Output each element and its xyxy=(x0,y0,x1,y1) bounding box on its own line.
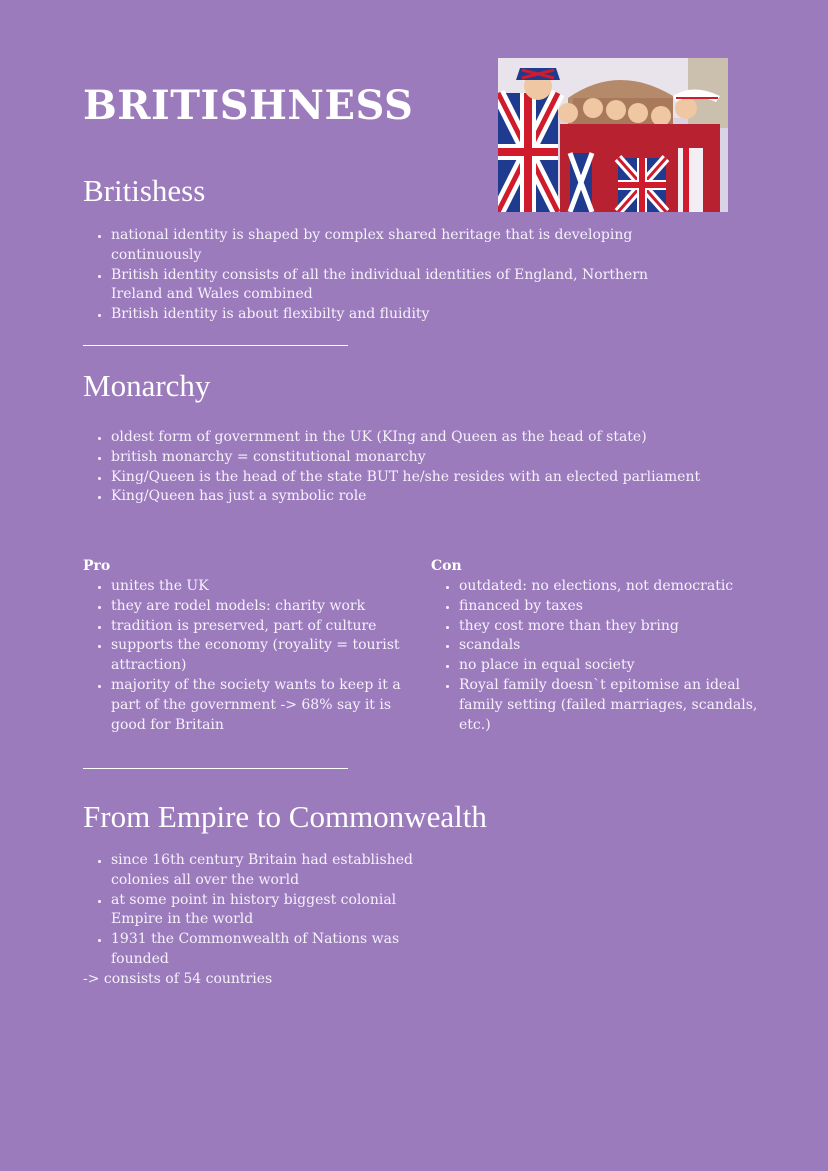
list-item: • King/Queen is the head of the state BUT he/she resides with an elected parliament xyxy=(111,468,731,488)
section-divider xyxy=(83,768,348,769)
list-item: • British identity is about flexibilty and fluidity xyxy=(111,305,656,325)
list-item: • british monarchy = constitutional monarchy xyxy=(111,448,731,468)
list-item: • financed by taxes xyxy=(459,597,774,617)
list-item: • at some point in history biggest colonial Empire in the world xyxy=(111,891,426,931)
commonwealth-bullet-list xyxy=(83,851,426,970)
list-item: • King/Queen has just a symbolic role xyxy=(111,487,731,507)
con-list xyxy=(431,577,774,735)
list-item: • unites the UK xyxy=(111,577,411,597)
pro-label: Pro xyxy=(83,558,111,574)
list-item: • scandals xyxy=(459,636,774,656)
list-item: • majority of the society wants to keep it a part of the government -> 68% say it is good for Britain xyxy=(111,676,411,735)
list-item: • national identity is shaped by complex shared heritage that is developing continuously xyxy=(111,226,656,266)
section-divider xyxy=(83,345,348,346)
britishness-heading: Britishess xyxy=(83,173,206,208)
list-item: • tradition is preserved, part of culture xyxy=(111,617,411,637)
con-label: Con xyxy=(431,558,462,574)
list-item: • they cost more than they bring xyxy=(459,617,774,637)
list-item: • Royal family doesn`t epitomise an ideal family setting (failed marriages, scandals, etc.) xyxy=(459,676,774,735)
list-item: • oldest form of government in the UK (KIng and Queen as the head of state) xyxy=(111,428,731,448)
monarchy-heading: Monarchy xyxy=(83,368,211,403)
commonwealth-heading: From Empire to Commonwealth xyxy=(83,799,487,834)
union-jack-crowd-photo xyxy=(498,58,728,212)
list-item: • 1931 the Commonwealth of Nations was founded xyxy=(111,930,426,970)
commonwealth-note: -> consists of 54 countries xyxy=(83,971,273,987)
list-item: • British identity consists of all the individual identities of England, Northern Ireland and Wales combined xyxy=(111,266,656,306)
pro-list xyxy=(83,577,411,735)
list-item: • since 16th century Britain had established colonies all over the world xyxy=(111,851,426,891)
photo-illustration xyxy=(498,58,728,212)
list-item: • they are rodel models: charity work xyxy=(111,597,411,617)
monarchy-bullet-list xyxy=(83,428,731,507)
page-title: BRITISHNESS xyxy=(83,82,414,129)
list-item: • supports the economy (royality = tourist attraction) xyxy=(111,636,411,676)
list-item: • outdated: no elections, not democratic xyxy=(459,577,774,597)
list-item: • no place in equal society xyxy=(459,656,774,676)
britishness-bullet-list xyxy=(83,226,656,325)
